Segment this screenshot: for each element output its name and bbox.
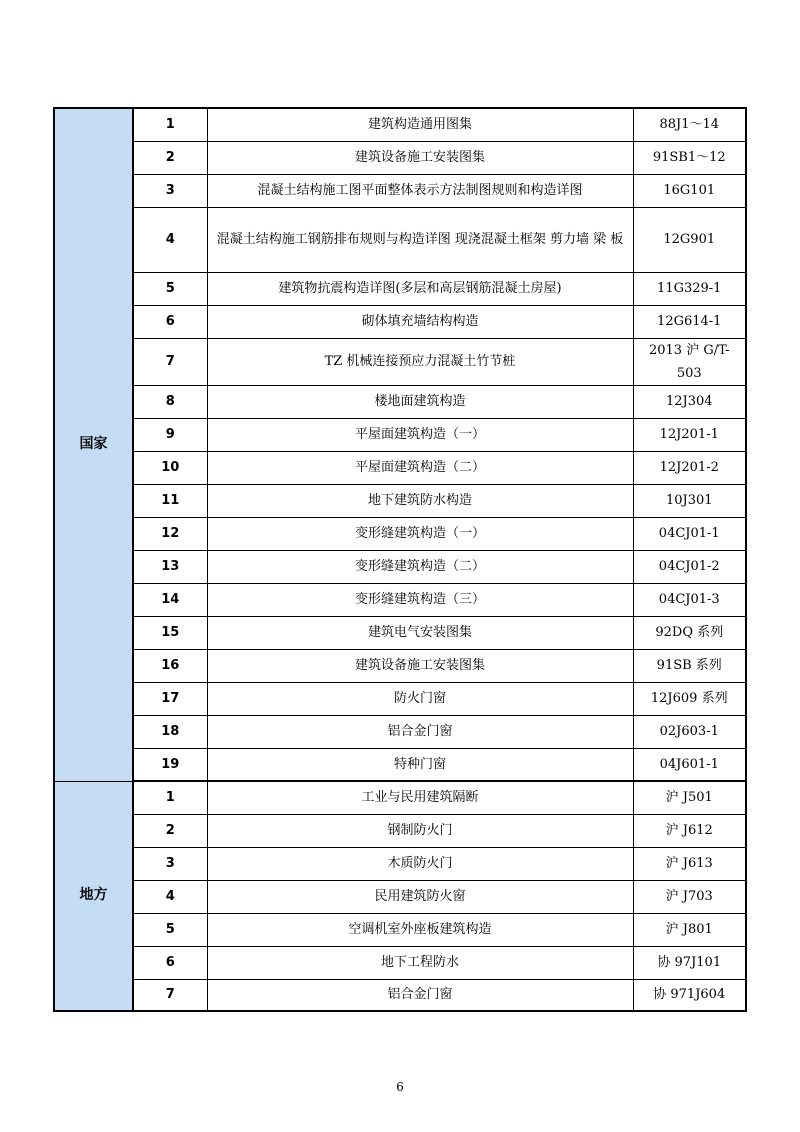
- code-cell: 04J601-1: [633, 748, 746, 781]
- standards-table-body: [54, 108, 746, 1011]
- title-cell: TZ 机械连接预应力混凝土竹节桩: [207, 338, 633, 385]
- title-cell: 地下工程防水: [207, 946, 633, 979]
- table-row: [54, 913, 746, 946]
- table-row: [54, 174, 746, 207]
- code-cell: 92DQ 系列: [633, 616, 746, 649]
- table-row: [54, 583, 746, 616]
- code-cell: 16G101: [633, 174, 746, 207]
- row-number-cell: 11: [133, 484, 207, 517]
- table-row: [54, 484, 746, 517]
- category-cell: 地方: [54, 781, 133, 1011]
- table-row: [54, 108, 746, 141]
- code-cell: 11G329-1: [633, 272, 746, 305]
- table-row: [54, 814, 746, 847]
- row-number-cell: 9: [133, 418, 207, 451]
- table-row: [54, 272, 746, 305]
- table-row: [54, 616, 746, 649]
- row-number-cell: 13: [133, 550, 207, 583]
- row-number-cell: 16: [133, 649, 207, 682]
- table-row: [54, 550, 746, 583]
- title-cell: 特种门窗: [207, 748, 633, 781]
- code-cell: 12J201-2: [633, 451, 746, 484]
- row-number-cell: 1: [133, 108, 207, 141]
- title-cell: 砌体填充墙结构构造: [207, 305, 633, 338]
- code-cell: 12J201-1: [633, 418, 746, 451]
- table-row: [54, 979, 746, 1011]
- table-row: [54, 305, 746, 338]
- code-cell: 04CJ01-1: [633, 517, 746, 550]
- title-cell: 变形缝建筑构造（三）: [207, 583, 633, 616]
- row-number-cell: 4: [133, 207, 207, 272]
- title-cell: 混凝土结构施工钢筋排布规则与构造详图 现浇混凝土框架 剪力墙 梁 板: [207, 207, 633, 272]
- row-number-cell: 10: [133, 451, 207, 484]
- row-number-cell: 2: [133, 814, 207, 847]
- code-cell: 12J609 系列: [633, 682, 746, 715]
- code-cell: 沪 J801: [633, 913, 746, 946]
- title-cell: 工业与民用建筑隔断: [207, 781, 633, 814]
- title-cell: 地下建筑防水构造: [207, 484, 633, 517]
- code-cell: 沪 J612: [633, 814, 746, 847]
- code-cell: 91SB 系列: [633, 649, 746, 682]
- title-cell: 建筑设备施工安装图集: [207, 141, 633, 174]
- row-number-cell: 2: [133, 141, 207, 174]
- code-cell: 沪 J501: [633, 781, 746, 814]
- table-row: [54, 418, 746, 451]
- title-cell: 民用建筑防火窗: [207, 880, 633, 913]
- title-cell: 防火门窗: [207, 682, 633, 715]
- page-number: 6: [396, 1080, 404, 1094]
- table-row: [54, 781, 746, 814]
- table-row: [54, 946, 746, 979]
- title-cell: 建筑物抗震构造详图(多层和高层钢筋混凝土房屋): [207, 272, 633, 305]
- row-number-cell: 12: [133, 517, 207, 550]
- row-number-cell: 8: [133, 385, 207, 418]
- table-row: [54, 847, 746, 880]
- table-row: [54, 715, 746, 748]
- table-row: [54, 207, 746, 272]
- row-number-cell: 17: [133, 682, 207, 715]
- row-number-cell: 3: [133, 174, 207, 207]
- code-cell: 协 971J604: [633, 979, 746, 1011]
- code-cell: 88J1～14: [633, 108, 746, 141]
- table-row: [54, 385, 746, 418]
- row-number-cell: 18: [133, 715, 207, 748]
- table-row: [54, 451, 746, 484]
- row-number-cell: 6: [133, 305, 207, 338]
- code-cell: 2013 沪 G/T-503: [633, 338, 746, 385]
- row-number-cell: 1: [133, 781, 207, 814]
- code-cell: 91SB1～12: [633, 141, 746, 174]
- table-row: [54, 880, 746, 913]
- title-cell: 建筑电气安装图集: [207, 616, 633, 649]
- standards-table: [53, 107, 747, 1012]
- title-cell: 木质防火门: [207, 847, 633, 880]
- row-number-cell: 4: [133, 880, 207, 913]
- title-cell: 楼地面建筑构造: [207, 385, 633, 418]
- row-number-cell: 5: [133, 272, 207, 305]
- code-cell: 02J603-1: [633, 715, 746, 748]
- title-cell: 铝合金门窗: [207, 979, 633, 1011]
- table-row: [54, 338, 746, 385]
- row-number-cell: 3: [133, 847, 207, 880]
- title-cell: 铝合金门窗: [207, 715, 633, 748]
- code-cell: 沪 J613: [633, 847, 746, 880]
- category-cell: 国家: [54, 108, 133, 781]
- row-number-cell: 5: [133, 913, 207, 946]
- table-row: [54, 748, 746, 781]
- code-cell: 04CJ01-3: [633, 583, 746, 616]
- code-cell: 12G901: [633, 207, 746, 272]
- code-cell: 沪 J703: [633, 880, 746, 913]
- title-cell: 平屋面建筑构造（二）: [207, 451, 633, 484]
- title-cell: 建筑构造通用图集: [207, 108, 633, 141]
- row-number-cell: 14: [133, 583, 207, 616]
- title-cell: 钢制防火门: [207, 814, 633, 847]
- code-cell: 10J301: [633, 484, 746, 517]
- title-cell: 混凝土结构施工图平面整体表示方法制图规则和构造详图: [207, 174, 633, 207]
- title-cell: 建筑设备施工安装图集: [207, 649, 633, 682]
- row-number-cell: 6: [133, 946, 207, 979]
- code-cell: 协 97J101: [633, 946, 746, 979]
- row-number-cell: 15: [133, 616, 207, 649]
- table-row: [54, 141, 746, 174]
- row-number-cell: 7: [133, 338, 207, 385]
- table-row: [54, 682, 746, 715]
- code-cell: 04CJ01-2: [633, 550, 746, 583]
- code-cell: 12J304: [633, 385, 746, 418]
- row-number-cell: 7: [133, 979, 207, 1011]
- title-cell: 空调机室外座板建筑构造: [207, 913, 633, 946]
- row-number-cell: 19: [133, 748, 207, 781]
- title-cell: 变形缝建筑构造（二）: [207, 550, 633, 583]
- table-row: [54, 517, 746, 550]
- table-row: [54, 649, 746, 682]
- title-cell: 变形缝建筑构造（一）: [207, 517, 633, 550]
- title-cell: 平屋面建筑构造（一）: [207, 418, 633, 451]
- code-cell: 12G614-1: [633, 305, 746, 338]
